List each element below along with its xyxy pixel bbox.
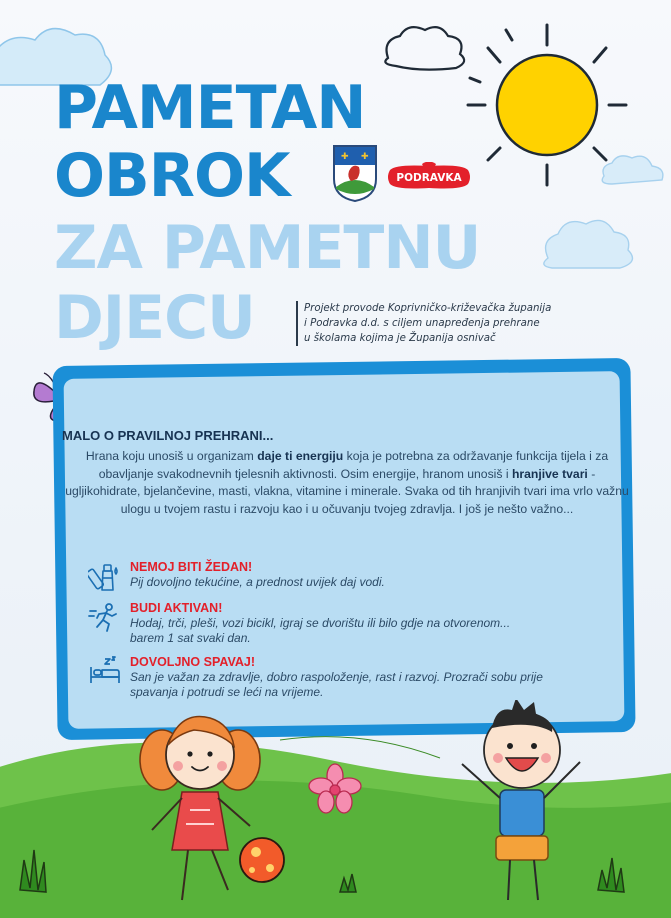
title-line-2: OBROK bbox=[54, 141, 290, 211]
cloud-outline-icon bbox=[385, 27, 464, 70]
tip-text-line: Hodaj, trči, pleši, vozi bicikl, igraj se dvorištu ili bilo gdje na otvorenom... bbox=[130, 616, 511, 630]
intro-text-part: - ugljikohidrate, bjelančevine, masti, vlakna, vitamine i minerale. Svaka od tih hranjivih tvari ima vrlo važnu ulogu u tvojem rastu i razvoju kao i u očuvanju tvojeg zdravlja. I još je nešto važno... bbox=[65, 466, 629, 516]
title-line-1: PAMETAN bbox=[54, 73, 366, 143]
subtitle-line: u školama kojima je Županija osnivač bbox=[304, 333, 496, 344]
svg-text:✚: ✚ bbox=[341, 152, 349, 162]
tip-text-line: barem 1 sat svaki dan. bbox=[130, 631, 251, 645]
sun-icon bbox=[468, 25, 626, 185]
tip-text-line: spavanja i potrudi se leći na vrijeme. bbox=[130, 685, 324, 699]
subtitle-line: Projekt provode Koprivničko-križevačka županija bbox=[304, 303, 552, 314]
intro-text-part: koja je potrebna za održavanje funkcija tijela i za obavljanje svakodnevnih tjelesnih aktivnosti. Osim energije, hranom unosiš i bbox=[98, 449, 609, 481]
running-person-icon bbox=[88, 601, 122, 633]
coat-of-arms-logo bbox=[331, 143, 379, 203]
tip-text bbox=[130, 616, 610, 646]
intro-bold-energy: daje ti energiju bbox=[257, 449, 344, 463]
svg-text:✚: ✚ bbox=[361, 152, 369, 162]
ball-icon bbox=[240, 838, 284, 882]
podravka-logo bbox=[386, 162, 472, 192]
subtitle-line: i Podravka d.d. s ciljem unapređenja prehrane bbox=[304, 318, 540, 329]
project-description bbox=[296, 301, 551, 346]
tip-title: BUDI AKTIVAN! bbox=[130, 601, 223, 615]
intro-bold-nutrients: hranjive tvari bbox=[511, 466, 588, 481]
tip-text bbox=[130, 670, 610, 700]
sleeping-bed-icon bbox=[88, 655, 122, 687]
tip-title: DOVOLJNO SPAVAJ! bbox=[130, 655, 256, 669]
intro-text-part: Hrana koju unosiš u organizam bbox=[85, 449, 258, 463]
water-bottle-icon bbox=[88, 560, 122, 592]
tip-text-line: San je važan za zdravlje, dobro raspoloženje, rast i razvoj. Prozrači sobu prije bbox=[130, 670, 543, 684]
intro-heading: MALO O PRAVILNOJ PREHRANI... bbox=[62, 428, 274, 443]
title-line-4: DJECU bbox=[54, 283, 255, 353]
title-line-3: ZA PAMETNU bbox=[54, 213, 481, 283]
tip-text bbox=[130, 575, 610, 590]
tip-text-line: Pij dovoljno tekućine, a prednost uvijek daj vodi. bbox=[130, 575, 385, 589]
cloud-icon bbox=[544, 156, 663, 268]
intro-paragraph bbox=[62, 448, 632, 518]
grass-hill-scene bbox=[0, 700, 671, 918]
tip-title: NEMOJ BITI ŽEDAN! bbox=[130, 560, 253, 574]
podravka-wordmark: PODRAVKA bbox=[396, 172, 462, 184]
